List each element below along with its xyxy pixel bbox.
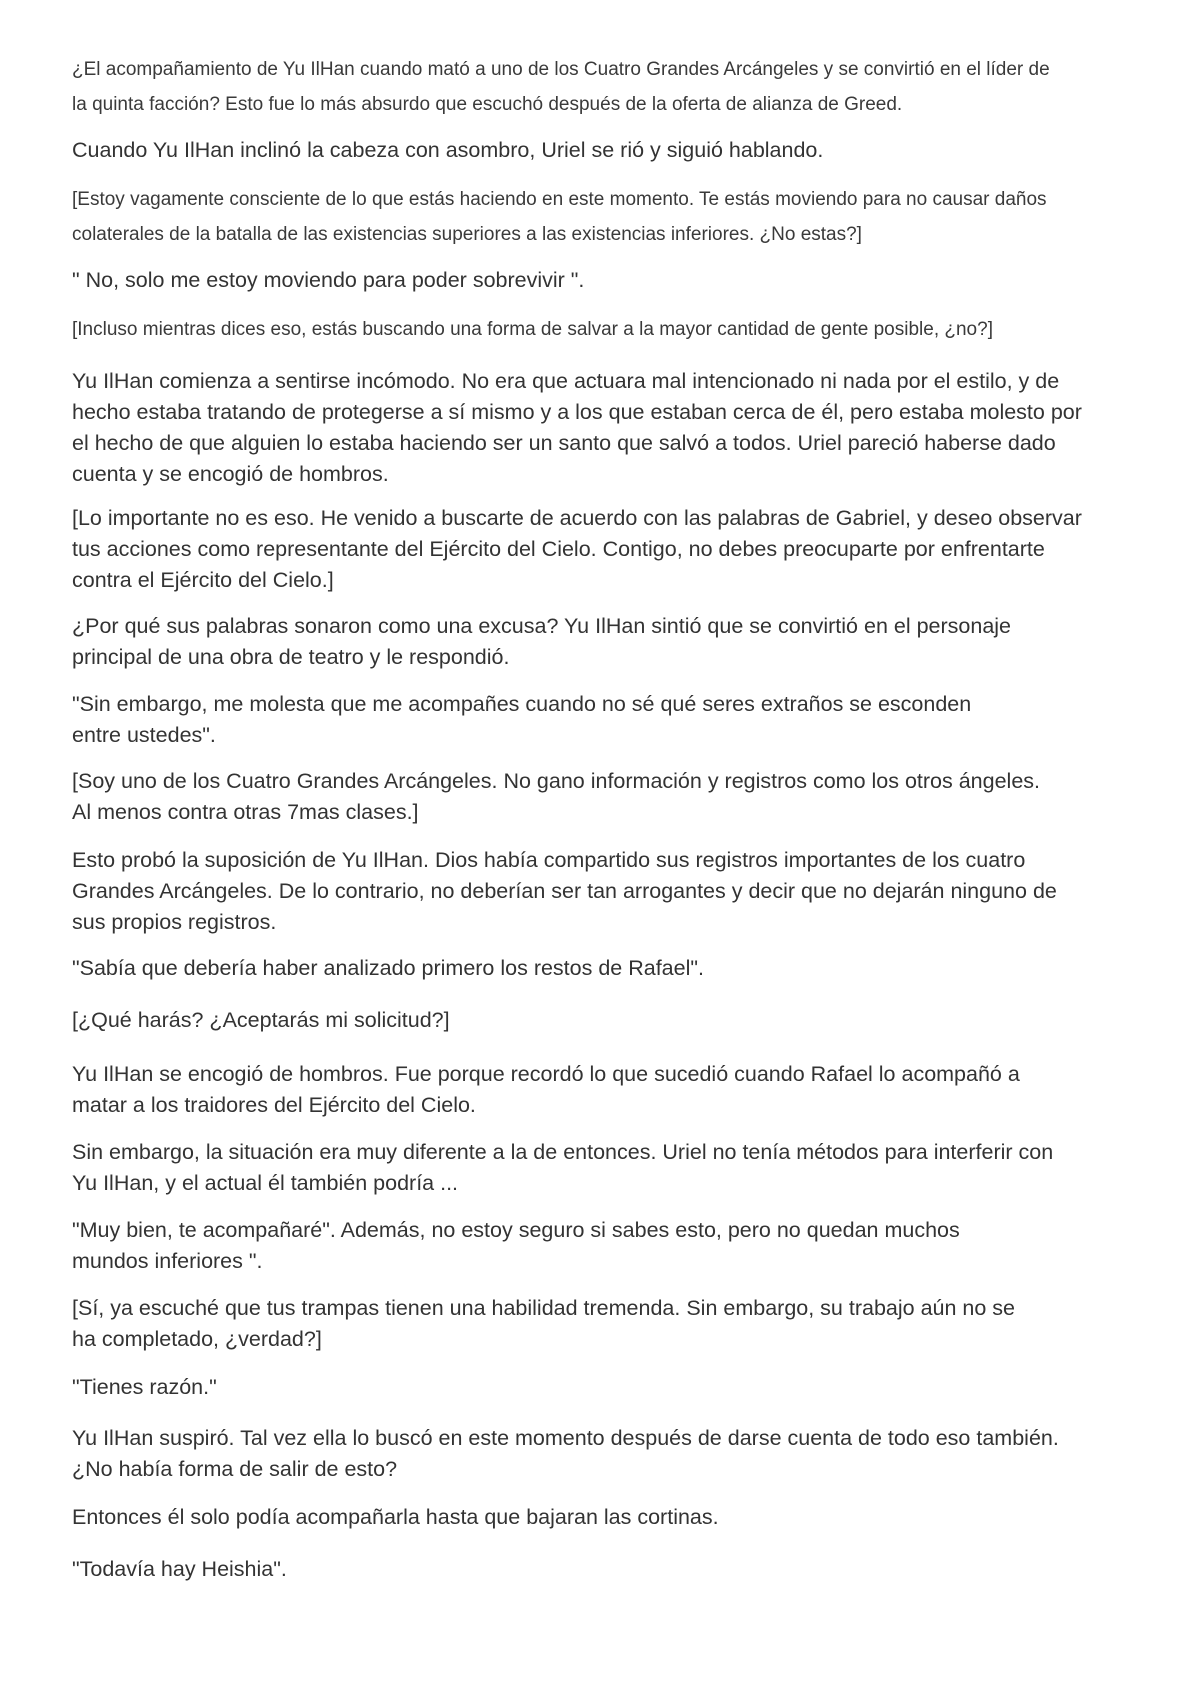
paragraph-16 bbox=[72, 1215, 1122, 1277]
paragraph-line: el hecho de que alguien lo estaba haciendo ser un santo que salvó a todos. Uriel pareció haberse dado bbox=[72, 431, 1056, 455]
paragraph-line: matar a los traidores del Ejército del Cielo. bbox=[72, 1093, 476, 1117]
paragraph-line: Sin embargo, la situación era muy diferente a la de entonces. Uriel no tenía métodos para interferir con bbox=[72, 1140, 1054, 1164]
paragraph-6 bbox=[72, 366, 1122, 490]
paragraph-8 bbox=[72, 611, 1122, 673]
paragraph-19 bbox=[72, 1423, 1122, 1485]
paragraph-13 bbox=[72, 1005, 1122, 1036]
paragraph-line: hecho estaba tratando de protegerse a sí mismo y a los que estaban cerca de él, pero estaba molesto por bbox=[72, 400, 1082, 424]
paragraph-9 bbox=[72, 689, 1122, 751]
paragraph-line: Al menos contra otras 7mas clases.] bbox=[72, 800, 419, 824]
paragraph-line: tus acciones como representante del Ejército del Cielo. Contigo, no debes preocuparte por enfrentarte bbox=[72, 537, 1045, 561]
paragraph-line: colaterales de la batalla de las existencias superiores a las existencias inferiores. ¿No estas?] bbox=[72, 224, 862, 245]
paragraph-line: [Incluso mientras dices eso, estás buscando una forma de salvar a la mayor cantidad de gente posible, ¿no?] bbox=[72, 319, 993, 340]
paragraph-line: ¿El acompañamiento de Yu IlHan cuando mató a uno de los Cuatro Grandes Arcángeles y se convirtió en el líder de bbox=[72, 59, 1050, 80]
paragraph-4 bbox=[72, 265, 1122, 296]
paragraph-14 bbox=[72, 1059, 1122, 1121]
paragraph-line: "Tienes razón." bbox=[72, 1375, 217, 1399]
paragraph-line: "Sabía que debería haber analizado primero los restos de Rafael". bbox=[72, 956, 704, 980]
paragraph-line: Yu IlHan, y el actual él también podría ... bbox=[72, 1171, 459, 1195]
paragraph-line: "Todavía hay Heishia". bbox=[72, 1557, 287, 1581]
paragraph-line: sus propios registros. bbox=[72, 910, 277, 934]
paragraph-2 bbox=[72, 135, 1122, 166]
paragraph-1 bbox=[72, 52, 1122, 122]
paragraph-7 bbox=[72, 503, 1122, 596]
paragraph-line: Entonces él solo podía acompañarla hasta que bajaran las cortinas. bbox=[72, 1505, 719, 1529]
paragraph-5 bbox=[72, 312, 1122, 347]
paragraph-line: ha completado, ¿verdad?] bbox=[72, 1327, 322, 1351]
paragraph-line: Yu IlHan comienza a sentirse incómodo. No era que actuara mal intencionado ni nada por el estilo, y de bbox=[72, 369, 1060, 393]
paragraph-line: contra el Ejército del Cielo.] bbox=[72, 568, 334, 592]
paragraph-line: principal de una obra de teatro y le respondió. bbox=[72, 645, 510, 669]
paragraph-line: " No, solo me estoy moviendo para poder sobrevivir ". bbox=[72, 268, 585, 292]
paragraph-line: ¿No había forma de salir de esto? bbox=[72, 1457, 398, 1481]
paragraph-21 bbox=[72, 1554, 1122, 1585]
paragraph-line: Yu IlHan suspiró. Tal vez ella lo buscó en este momento después de darse cuenta de todo eso también. bbox=[72, 1426, 1059, 1450]
paragraph-10 bbox=[72, 766, 1122, 828]
paragraph-line: [Sí, ya escuché que tus trampas tienen una habilidad tremenda. Sin embargo, su trabajo aún no se bbox=[72, 1296, 1016, 1320]
paragraph-line: Grandes Arcángeles. De lo contrario, no deberían ser tan arrogantes y decir que no dejarán ninguno de bbox=[72, 879, 1057, 903]
paragraph-line: Esto probó la suposición de Yu IlHan. Dios había compartido sus registros importantes de los cuatro bbox=[72, 848, 1026, 872]
paragraph-line: entre ustedes". bbox=[72, 723, 216, 747]
paragraph-line: mundos inferiores ". bbox=[72, 1249, 263, 1273]
paragraph-20 bbox=[72, 1502, 1122, 1533]
paragraph-line: ¿Por qué sus palabras sonaron como una excusa? Yu IlHan sintió que se convirtió en el personaje bbox=[72, 614, 1012, 638]
paragraph-line: [Estoy vagamente consciente de lo que estás haciendo en este momento. Te estás moviendo para no causar daños bbox=[72, 189, 1047, 210]
paragraph-12 bbox=[72, 953, 1122, 984]
paragraph-line: la quinta facción? Esto fue lo más absurdo que escuchó después de la oferta de alianza de Greed. bbox=[72, 94, 903, 115]
paragraph-18 bbox=[72, 1372, 1122, 1403]
paragraph-15 bbox=[72, 1137, 1122, 1199]
paragraph-line: "Muy bien, te acompañaré". Además, no estoy seguro si sabes esto, pero no quedan muchos bbox=[72, 1218, 960, 1242]
paragraph-line: "Sin embargo, me molesta que me acompañes cuando no sé qué seres extraños se esconden bbox=[72, 692, 972, 716]
paragraph-line: [Soy uno de los Cuatro Grandes Arcángeles. No gano información y registros como los otros ángeles. bbox=[72, 769, 1041, 793]
paragraph-17 bbox=[72, 1293, 1122, 1355]
paragraph-line: cuenta y se encogió de hombros. bbox=[72, 462, 389, 486]
paragraph-3 bbox=[72, 182, 1122, 252]
paragraph-11 bbox=[72, 845, 1122, 938]
paragraph-line: [Lo importante no es eso. He venido a buscarte de acuerdo con las palabras de Gabriel, y deseo observar bbox=[72, 506, 1082, 530]
paragraph-line: [¿Qué harás? ¿Aceptarás mi solicitud?] bbox=[72, 1008, 450, 1032]
paragraph-line: Cuando Yu IlHan inclinó la cabeza con asombro, Uriel se rió y siguió hablando. bbox=[72, 138, 824, 162]
paragraph-line: Yu IlHan se encogió de hombros. Fue porque recordó lo que sucedió cuando Rafael lo acompañó a bbox=[72, 1062, 1020, 1086]
